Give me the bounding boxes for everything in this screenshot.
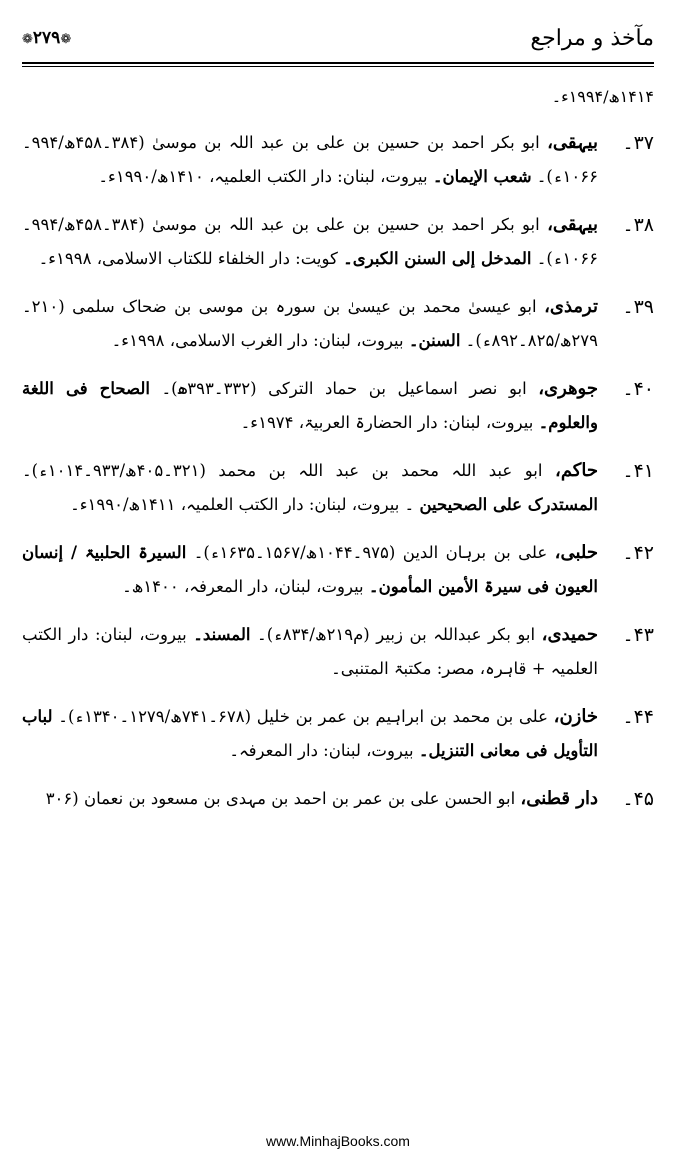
book-title: السیرۃ الحلبیۃ / إنسان العیون فی سیرۃ الأمین المأمون۔ xyxy=(22,543,598,596)
author-name: ترمذی، xyxy=(544,296,598,317)
page-number-value: ۲۷۹ xyxy=(32,28,61,48)
ornament-icon: ❁ xyxy=(22,32,33,47)
bibliography-entry xyxy=(22,290,654,358)
author-name: حلبی، xyxy=(554,542,598,563)
entry-number: ۴۲۔ xyxy=(622,542,654,564)
entry-text xyxy=(22,290,598,358)
author-name: بیہقی، xyxy=(547,132,598,153)
page-number xyxy=(22,28,71,48)
footer-website: www.MinhajBooks.com xyxy=(266,1133,410,1149)
publication-info: بیروت، لبنان: دار الکتب العلمیہ + قاہرہ، مصر: مکتبۃ المتنبی۔ xyxy=(22,625,598,678)
bibliography-entry xyxy=(22,700,654,768)
bibliography-list xyxy=(22,80,654,830)
book-title: شعب الإیمان۔ xyxy=(432,167,532,186)
entry-number: ۳۷۔ xyxy=(622,132,654,154)
book-title: لباب التأویل فی معانی التنزیل۔ xyxy=(22,707,598,760)
author-name: جوھری، xyxy=(538,378,598,399)
book-title: المدخل إلی السنن الکبری۔ xyxy=(343,249,532,268)
bibliography-entry xyxy=(22,618,654,686)
page-header xyxy=(22,26,654,62)
entry-number: ۴۱۔ xyxy=(622,460,654,482)
author-details: ابو بکر احمد بن حسین بن علی بن عبد اللہ بن موسیٰ (۳۸۴۔۴۵۸ھ/۹۹۴۔۱۰۶۶ء)۔ xyxy=(22,133,598,186)
entry-text xyxy=(22,372,598,440)
bibliography-entry xyxy=(22,372,654,440)
book-title: المستدرک علی الصحیحین xyxy=(419,495,598,514)
entry-number: ۴۴۔ xyxy=(622,706,654,728)
bibliography-entry xyxy=(22,782,654,816)
author-name: بیہقی، xyxy=(547,214,598,235)
book-title: الصحاح فی اللغة والعلوم۔ xyxy=(22,379,598,432)
author-details: ابو بکر عبداللہ بن زبیر (م۲۱۹ھ/۸۳۴ء)۔ xyxy=(250,625,542,644)
publication-info: بیروت، لبنان: دار الکتب العلمیہ، ۱۴۱۰ھ/۱۹۹۰ء۔ xyxy=(98,167,433,186)
book-title: السنن۔ xyxy=(408,331,461,350)
publication-info: بیروت، لبنان: دار الغرب الاسلامی، ۱۹۹۸ء۔ xyxy=(111,331,409,350)
author-name: حاکم، xyxy=(555,460,598,481)
publication-info: بیروت، لبنان، دار المعرفہ، ۱۴۰۰ھ۔ xyxy=(122,577,369,596)
header-rule-thin xyxy=(22,66,654,67)
book-title: المسند۔ xyxy=(193,625,251,644)
running-title: مآخذ و مراجع xyxy=(530,26,654,51)
author-details: ابو بکر احمد بن حسین بن علی بن عبد اللہ بن موسیٰ (۳۸۴۔۴۵۸ھ/۹۹۴۔۱۰۶۶ء)۔ xyxy=(22,215,598,268)
publication-info: بیروت، لبنان: دار المعرفہ۔ xyxy=(229,741,419,760)
entry-number: ۳۹۔ xyxy=(622,296,654,318)
header-rule xyxy=(22,62,654,64)
publication-info: ۔ بیروت، لبنان: دار الکتب العلمیہ، ۱۴۱۱ھ/۱۹۹۰ء۔ xyxy=(70,495,420,514)
bibliography-entry xyxy=(22,126,654,194)
author-details: ابو عیسیٰ محمد بن عیسیٰ بن سورہ بن موسی بن ضحاک سلمی (۲۱۰۔۲۷۹ھ/۸۲۵۔۸۹۲ء)۔ xyxy=(22,297,598,350)
author-details: ابو عبد اللہ محمد بن عبد اللہ بن محمد (۳۲۱۔۴۰۵ھ/۹۳۳۔۱۰۱۴ء)۔ xyxy=(22,461,556,480)
author-details: علی بن محمد بن ابراہیم بن عمر بن خلیل (۶۷۸۔۷۴۱ھ/۱۲۷۹۔۱۳۴۰ء)۔ xyxy=(52,707,554,726)
continued-line: ۱۴۱۴ھ/۱۹۹۴ء۔ xyxy=(551,87,654,106)
bibliography-entry xyxy=(22,454,654,522)
author-name: دار قطنی، xyxy=(520,788,598,809)
bibliography-entry xyxy=(22,208,654,276)
entry-text xyxy=(22,700,598,768)
entry-text xyxy=(22,536,598,604)
entry-text xyxy=(22,618,598,686)
author-details: علی بن برہان الدین (۹۷۵۔۱۰۴۴ھ/۱۵۶۷۔۱۶۳۵ء)۔ xyxy=(186,543,555,562)
entry-number: ۳۸۔ xyxy=(622,214,654,236)
author-details: ابو نصر اسماعیل بن حماد الترکی (۳۳۲۔۳۹۳ھ)۔ xyxy=(149,379,539,398)
ornament-icon: ❁ xyxy=(60,32,72,47)
publication-info: بیروت، لبنان: دار الحضارۃ العربیۃ، ۱۹۷۴ء۔ xyxy=(240,413,539,432)
entry-number: ۴۰۔ xyxy=(622,378,654,400)
entry-number: ۴۳۔ xyxy=(622,624,654,646)
entry-number: ۴۵۔ xyxy=(622,788,654,810)
entry-text xyxy=(22,126,598,194)
author-name: حمیدی، xyxy=(541,624,598,645)
entry-text xyxy=(22,782,598,816)
entry-text xyxy=(22,208,598,276)
author-details: ابو الحسن علی بن عمر بن احمد بن مہدی بن مسعود بن نعمان (۳۰۶ xyxy=(45,789,521,808)
publication-info: کویت: دار الخلفاء للکتاب الاسلامی، ۱۹۹۸ء۔ xyxy=(38,249,344,268)
bibliography-entry xyxy=(22,536,654,604)
entry-text xyxy=(22,454,598,522)
author-name: خازن، xyxy=(553,706,598,727)
